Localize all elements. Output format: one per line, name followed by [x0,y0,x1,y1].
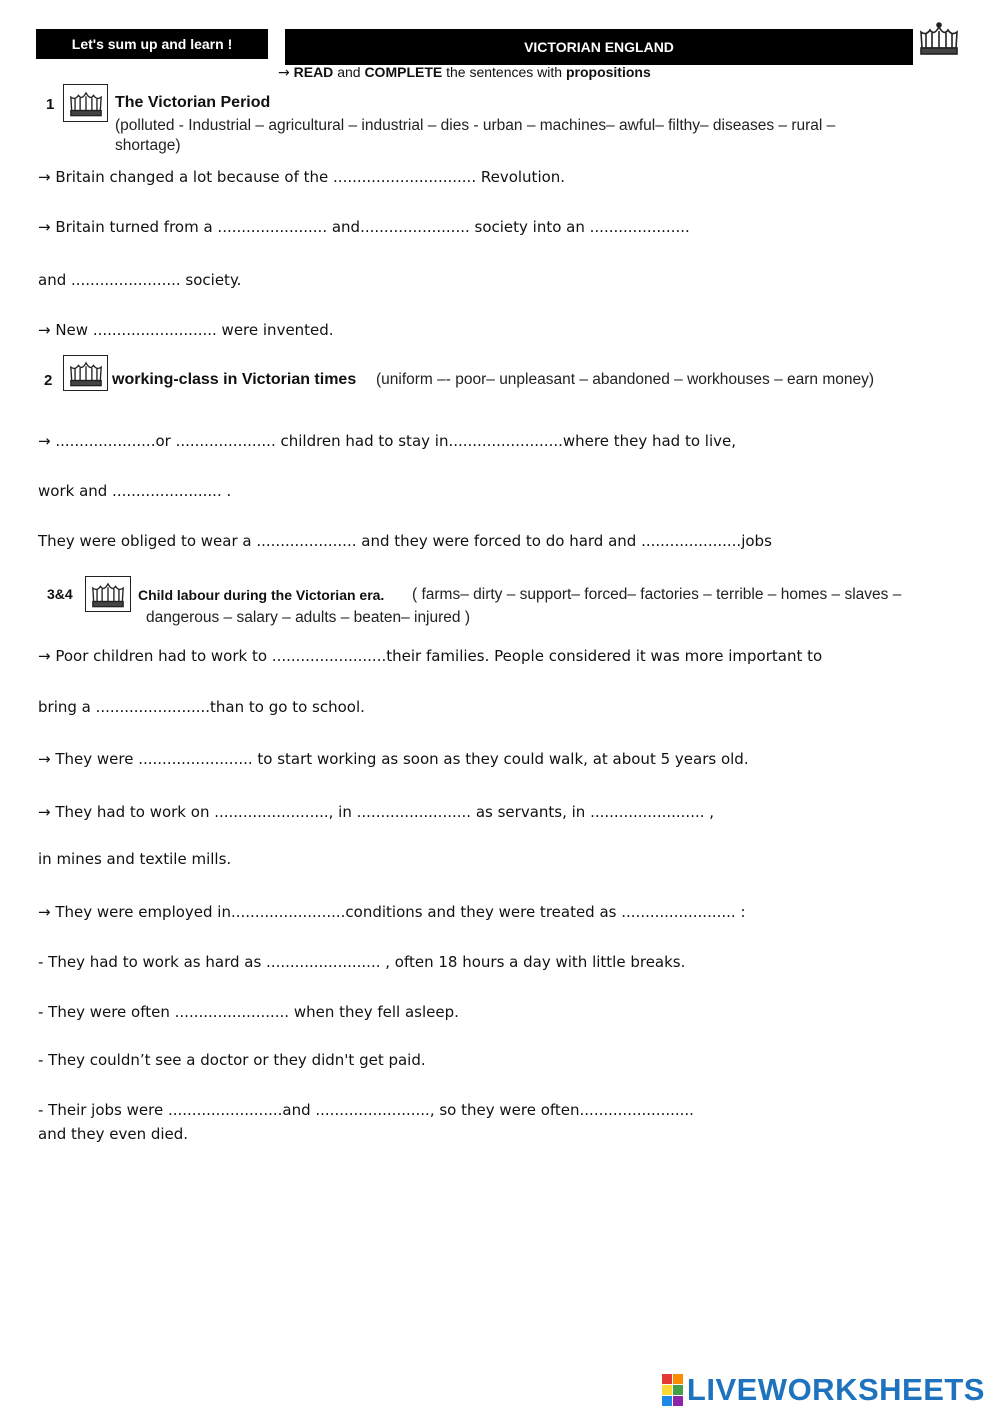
section-1-title: The Victorian Period [115,94,271,111]
page-title: VICTORIAN ENGLAND [285,29,913,65]
section-1-number: 1 [46,96,55,113]
sentence-line: → .....................or ..................... children had to stay in........................where they had to live, [38,432,737,450]
logo-text: LIVEWORKSHEETS [686,1372,985,1407]
instruction: → READ and COMPLETE the sentences with propositions [278,64,651,81]
sentence-line: - They couldn’t see a doctor or they didn't get paid. [38,1051,426,1069]
sentence-line: - They were often ........................ when they fell asleep. [38,1003,459,1021]
liveworksheets-logo [662,1372,985,1408]
crown-icon [918,20,960,58]
sentence-line: bring a ........................than to go to school. [38,698,365,716]
sentence-line: → They had to work on ........................, in ........................ as servants, in ........................ , [38,803,715,821]
section-2-number: 2 [44,372,53,389]
crown-icon [63,355,108,391]
sentence-line: - Their jobs were ........................and ........................, so they were often........................ [38,1101,694,1119]
crown-icon [63,84,108,122]
section-34-title: Child labour during the Victorian era. [138,587,385,603]
sentence-line: → They were employed in........................conditions and they were treated as ........................ : [38,903,746,921]
sentence-line: - They had to work as hard as ........................ , often 18 hours a day with little breaks. [38,953,686,971]
sentence-line: → They were ........................ to start working as soon as they could walk, at about 5 years old. [38,750,749,768]
section-1-word-list-cont: shortage) [115,137,181,154]
sentence-line: → Britain turned from a ....................... and....................... society into an ..................... [38,218,690,236]
sentence-line: → Poor children had to work to ........................their families. People considered it was more important to [38,647,823,665]
section-2-title: working-class in Victorian times [112,371,357,388]
header-left-label: Let's sum up and learn ! [36,29,268,59]
crown-icon [85,576,131,612]
sentence-line: → New .......................... were invented. [38,321,334,339]
section-1-word-list: (polluted - Industrial – agricultural – industrial – dies - urban – machines– awful– filthy– diseases – rural – [115,117,836,134]
section-2-word-list: (uniform –- poor– unpleasant – abandoned – workhouses – earn money) [376,371,875,388]
sentence-line: and ....................... society. [38,271,242,289]
section-34-word-list: ( farms– dirty – support– forced– factories – terrible – homes – slaves – [412,586,902,603]
section-34-number: 3&4 [47,586,73,602]
sentence-line: work and ....................... . [38,482,232,500]
sentence-line: in mines and textile mills. [38,850,232,868]
sentence-line: and they even died. [38,1125,189,1143]
sentence-line: → Britain changed a lot because of the .............................. Revolution. [38,168,566,186]
logo-blocks-icon [662,1374,683,1406]
sentence-line: They were obliged to wear a ..................... and they were forced to do hard and .....................jobs [38,532,772,550]
section-34-word-list-cont: dangerous – salary – adults – beaten– injured ) [146,609,470,626]
